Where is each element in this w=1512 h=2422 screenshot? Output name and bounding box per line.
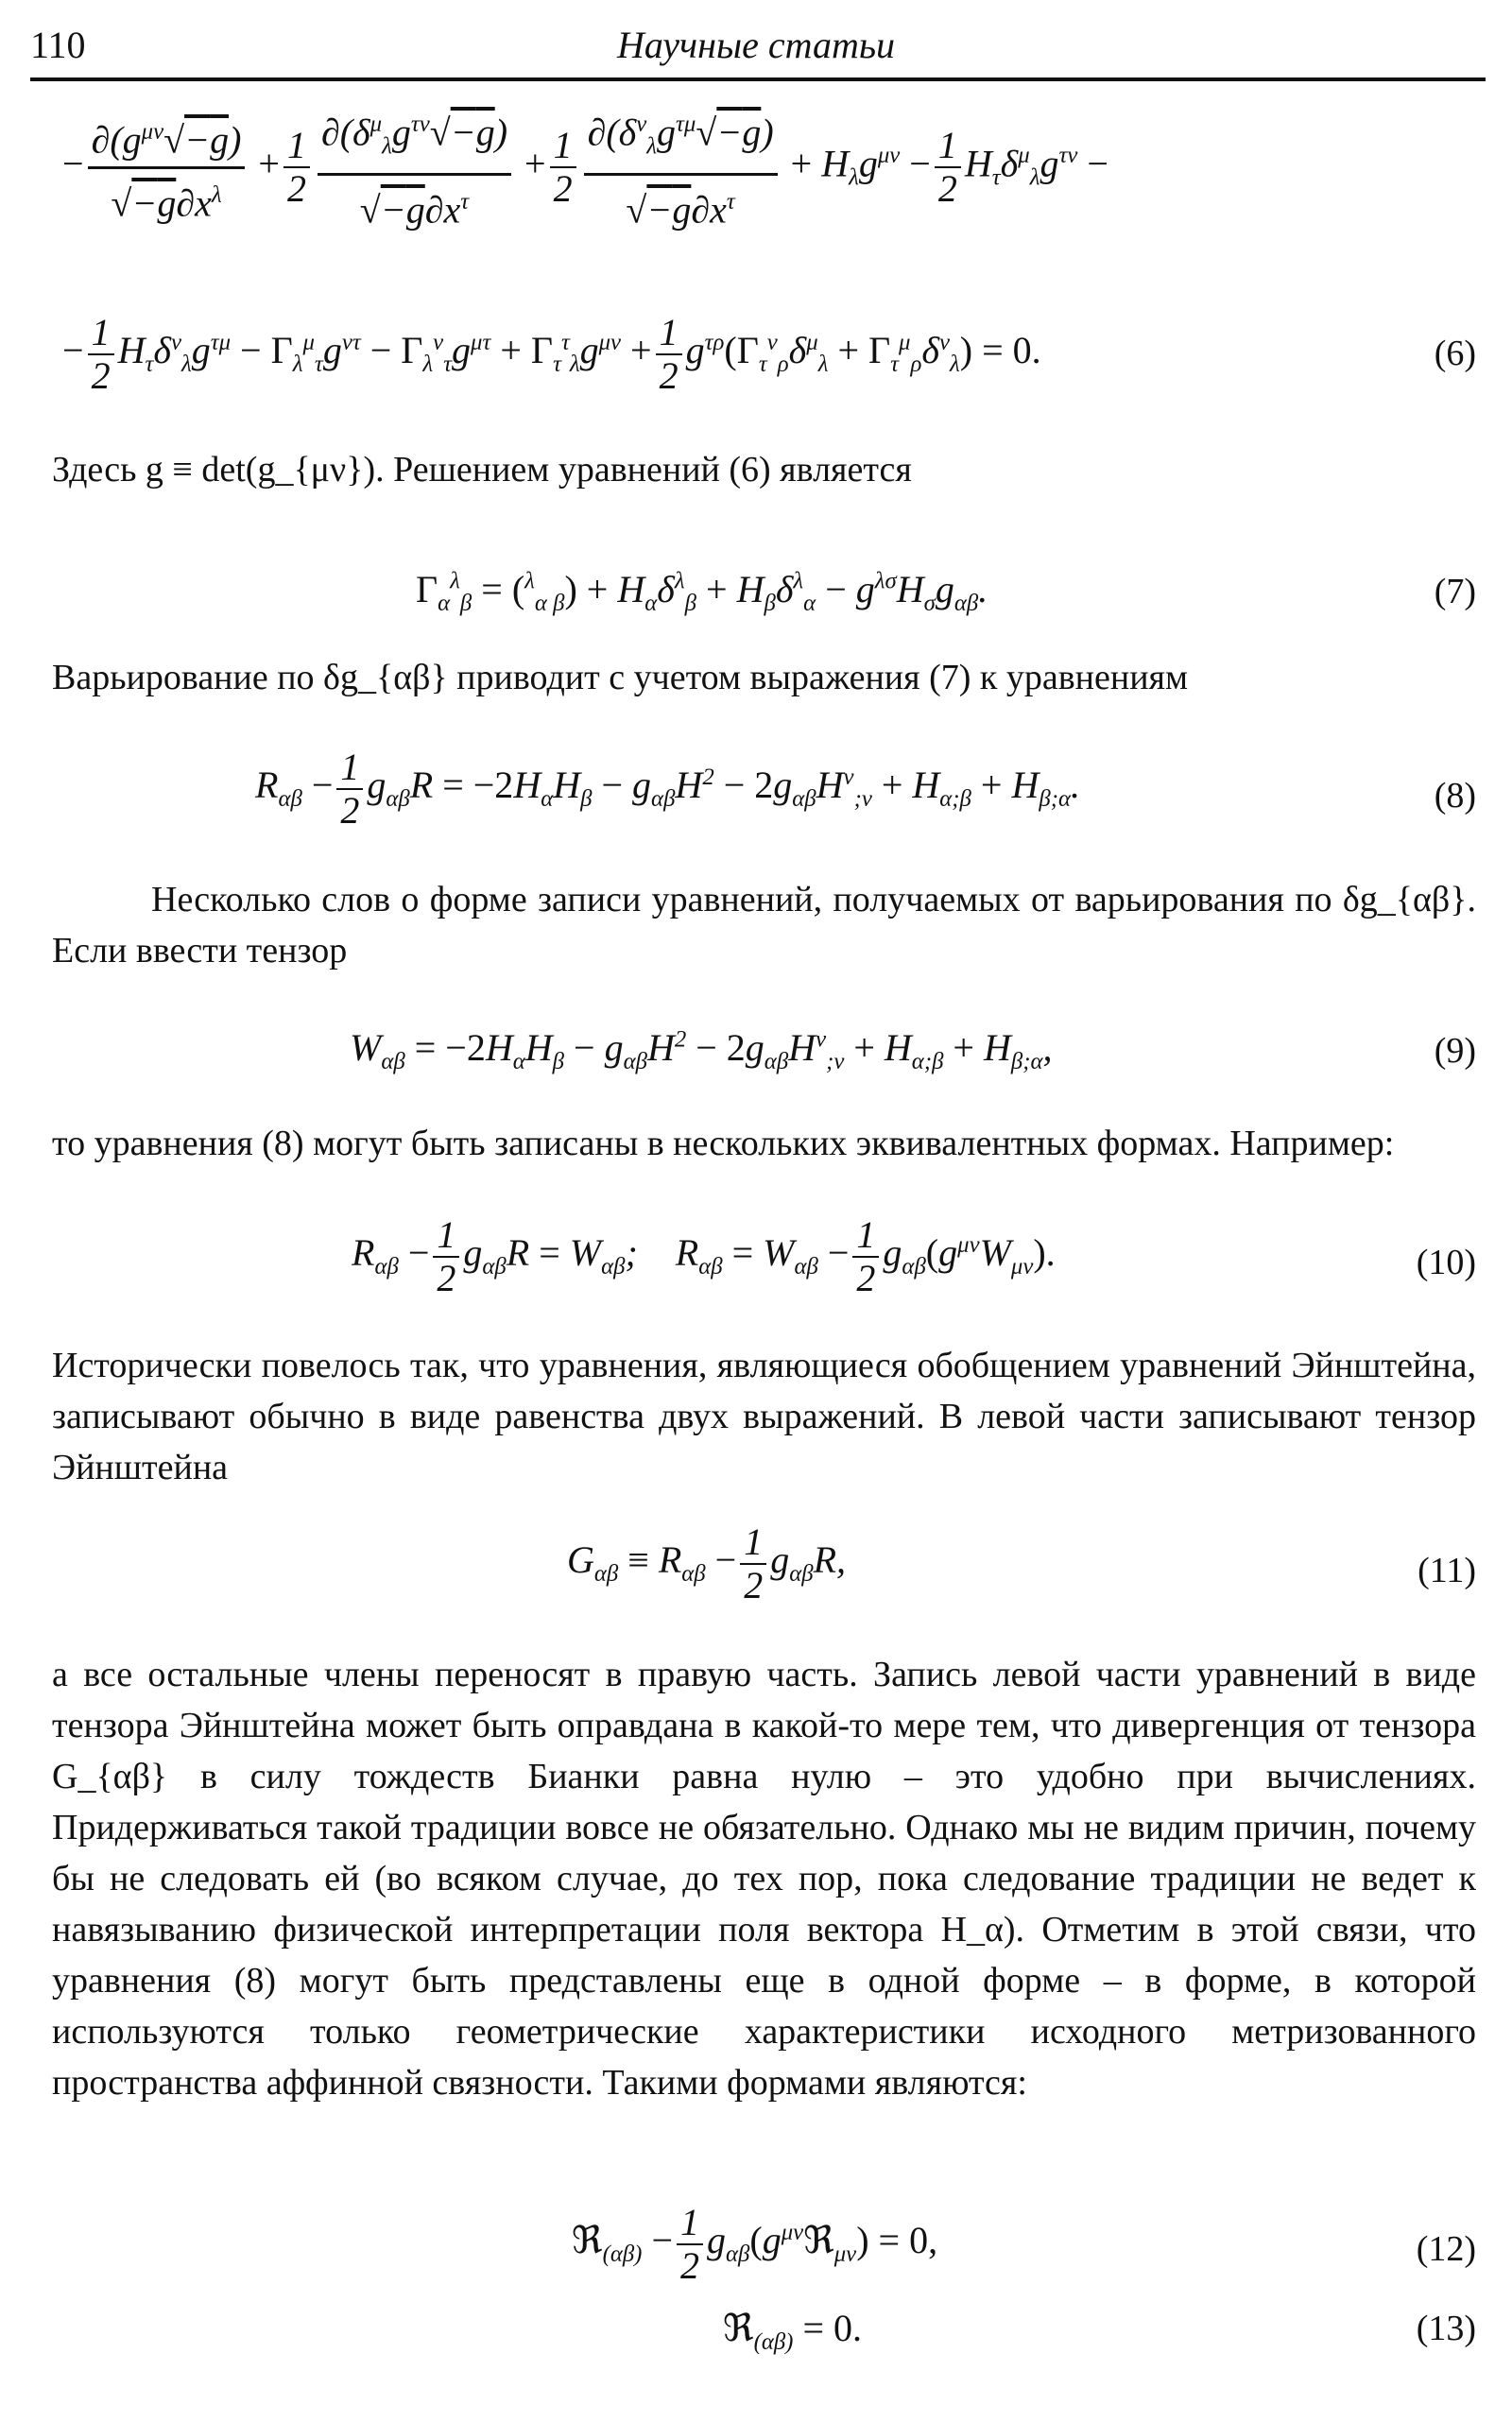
equation-11-number: (11)	[1418, 1551, 1476, 1590]
running-title: Научные статьи	[616, 24, 896, 66]
equation-8-number: (8)	[1434, 776, 1476, 816]
equation-6-line-1: − $\frac{\partial(g^{\mu\nu}√-g)}{√-g\partial x^\lambda}$ + $\frac{1}{2}$ $\frac{\partial(\delta^\mu_\lambda g^{\tau\nu}√-g)}{√-g\partial x^\tau}$ + $\frac{1}{2}$ $\frac{\partial(\delta^\nu_\lambda g^{\tau\mu}√-g)}{√-g\partial x^\tau}$ + $H_\lambda g^{\mu\nu}$ − $\frac{1}{2}$ $H_\tau\delta^\mu_\lambda g^{\tau\nu}$ −	[62, 98, 1108, 237]
equation-6-line-2: − $\frac{1}{2}$ $H_\tau\delta^\nu_\lambda g^{\tau\mu} - \Gamma_\lambda^\mu_\tau g^{\nu\tau} - \Gamma_\lambda^\nu_\tau g^{\mu\tau} + \Gamma_\tau^\tau_\lambda g^{\mu\nu}$ + $\frac{1}{2}$ $g^{\tau\rho}(\Gamma_\tau^\nu_\rho\delta^\mu_\lambda + \Gamma_\tau^\mu_\rho\delta^\nu_\lambda) = 0$.	[62, 311, 1041, 397]
paragraph-3: Несколько слов о форме записи уравнений, получаемых от варьирования по δg_{αβ}. Если ввести тензор	[52, 880, 1476, 971]
equation-9-number: (9)	[1434, 1031, 1476, 1071]
equation-13: ℜ$_{(\alpha\beta)}$ = 0.	[723, 2307, 863, 2355]
equation-12-number: (12)	[1416, 2229, 1476, 2269]
header-rule	[30, 77, 1486, 81]
paragraph-2: Варьирование по δg_{αβ} приводит с учетом выражения (7) к уравнениям	[52, 658, 1189, 697]
paragraph-4: то уравнения (8) могут быть записаны в нескольких эквивалентных формах. Например:	[52, 1124, 1395, 1163]
equation-8: $R_{\alpha\beta}$ − $\frac{1}{2}$ $g_{\alpha\beta}R = -2H_\alpha H_\beta - g_{\alpha\beta}H^2 - 2g_{\alpha\beta}H^\nu_{;\nu} + H_{\alpha;\beta} + H_{\beta;\alpha}$.	[255, 746, 1080, 832]
equation-13-number: (13)	[1416, 2309, 1476, 2348]
equation-10: $R_{\alpha\beta}$ − $\frac{1}{2}$ $g_{\alpha\beta}R = W_{\alpha\beta}$; $R_{\alpha\beta} = W_{\alpha\beta}$ − $\frac{1}{2}$ $g_{\alpha\beta}(g^{\mu\nu}W_{\mu\nu})$.	[352, 1213, 1056, 1299]
equation-7: $\Gamma_\alpha^\lambda_\beta = (^\lambda_{\alpha \beta}) + H_\alpha\delta^\lambda_\beta + H_\beta\delta^\lambda_\alpha - g^{\lambda\sigma}H_\sigma g_{\alpha\beta}$.	[416, 568, 988, 616]
paragraph-1: Здесь g ≡ det(g_{μν}). Решением уравнений (6) является	[52, 450, 912, 490]
equation-12: ℜ$_{(\alpha\beta)}$ − $\frac{1}{2}$ $g_{\alpha\beta}(g^{\mu\nu}ℜ_{\mu\nu}) = 0$,	[572, 2201, 938, 2287]
equation-6-number: (6)	[1434, 334, 1476, 373]
page-number: 110	[30, 24, 86, 66]
paragraph-5: Исторически повелось так, что уравнения, являющиеся обобщением уравнений Эйнштейна, записывают обычно в виде равенства двух выражений. В левой части записывают тензор Эйнштейна	[52, 1346, 1476, 1487]
equation-10-number: (10)	[1416, 1243, 1476, 1282]
equation-11: $G_{\alpha\beta} \equiv R_{\alpha\beta}$ − $\frac{1}{2}$ $g_{\alpha\beta}R$,	[567, 1520, 847, 1606]
equation-9: $W_{\alpha\beta} = -2H_\alpha H_\beta - g_{\alpha\beta}H^2 - 2g_{\alpha\beta}H^\nu_{;\nu} + H_{\alpha;\beta} + H_{\beta;\alpha}$,	[350, 1026, 1053, 1074]
paragraph-6: а все остальные члены переносят в правую часть. Запись левой части уравнений в виде тензора Эйнштейна может быть оправдана в какой-то мере тем, что дивергенция от тензора G_{αβ} в силу тождеств Бианки равна нулю – это удобно при вычислениях. Придерживаться такой традиции вовсе не обязательно. Однако мы не видим причин, почему бы не следовать ей (во всяком случае, до тех пор, пока следование традиции не ведет к навязыванию физической интерпретации поля вектора H_α). Отметим в этой связи, что уравнения (8) могут быть представлены еще в одной форме – в форме, в которой используются только геометрические характеристики исходного метризованного пространства аффинной связности. Такими формами являются:	[52, 1655, 1476, 2103]
equation-7-number: (7)	[1434, 572, 1476, 611]
